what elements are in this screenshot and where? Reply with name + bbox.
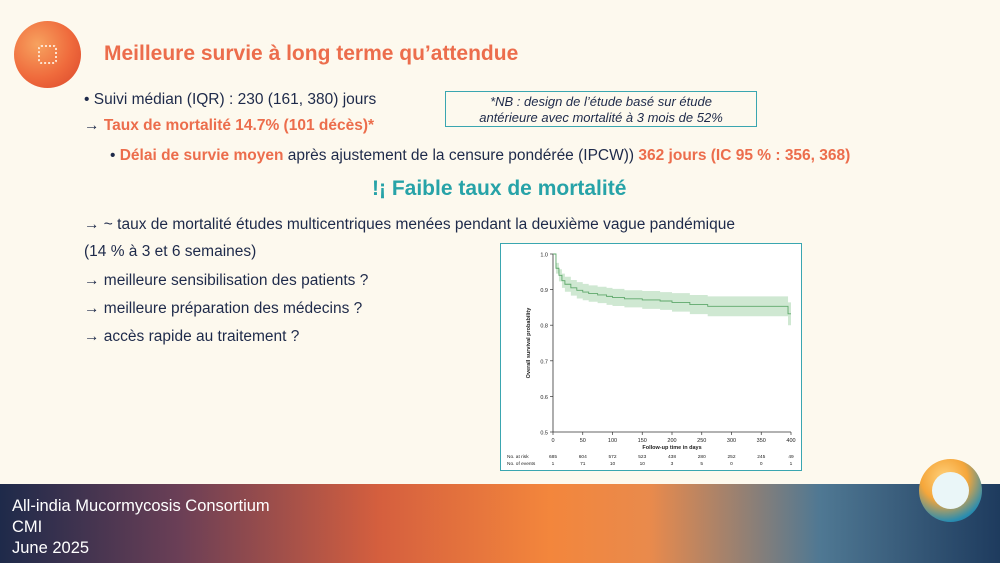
brand-logo-left bbox=[14, 21, 81, 88]
footer-journal: CMI bbox=[12, 518, 43, 536]
survival-delay-value: 362 jours (IC 95 % : 356, 368) bbox=[638, 147, 851, 164]
footer-band bbox=[0, 484, 1000, 563]
y-tick-label: 0.7 bbox=[540, 359, 548, 366]
footer-date: June 2025 bbox=[12, 539, 90, 557]
survival-chart-svg bbox=[501, 244, 801, 470]
nb-note-line2: antérieure avec mortalité à 3 mois de 52% bbox=[479, 110, 723, 125]
x-tick-label: 350 bbox=[756, 438, 766, 444]
y-tick-label: 0.5 bbox=[540, 430, 548, 437]
x-tick-label: 150 bbox=[637, 438, 647, 444]
nb-note-box bbox=[445, 91, 757, 127]
at-risk-value: 438 bbox=[667, 455, 677, 460]
survival-delay-line bbox=[110, 147, 850, 165]
point-multicentric-detail: (14 % à 3 et 6 semaines) bbox=[84, 243, 257, 260]
y-tick-label: 0.6 bbox=[540, 394, 548, 401]
mortality-rate-line bbox=[84, 117, 374, 135]
logo-square-icon bbox=[38, 45, 57, 64]
at-risk-value: 604 bbox=[578, 455, 587, 460]
events-value: 10 bbox=[609, 462, 616, 467]
y-tick-label: 0.8 bbox=[540, 323, 548, 330]
survival-delay-text: après ajustement de la censure pondérée (IPCW)) bbox=[283, 147, 639, 164]
at-risk-value: 685 bbox=[548, 455, 558, 460]
at-risk-label: No. at risk bbox=[507, 455, 529, 460]
events-value: 10 bbox=[639, 462, 645, 467]
point-physician-preparation: → meilleure préparation des médecins ? bbox=[84, 300, 363, 317]
footer-consortium: All-india Mucormycosis Consortium bbox=[12, 497, 270, 515]
x-axis-label: Follow-up time in days bbox=[642, 445, 702, 451]
events-label: No. of events bbox=[507, 462, 536, 467]
nb-note-line1: *NB : design de l’étude basé sur étude bbox=[490, 94, 712, 109]
events-value: 0 bbox=[759, 462, 763, 467]
at-risk-value: 252 bbox=[727, 455, 736, 460]
x-tick-label: 400 bbox=[786, 438, 796, 444]
events-value: 71 bbox=[580, 462, 586, 467]
point-patient-awareness: → meilleure sensibilisation des patients ? bbox=[84, 272, 369, 289]
x-tick-label: 300 bbox=[726, 438, 737, 444]
point-multicentric: → ~ taux de mortalité études multicentriques menées pendant la deuxième vague pandémique bbox=[84, 216, 735, 233]
confidence-band bbox=[553, 254, 791, 325]
events-value: 1 bbox=[551, 462, 555, 467]
bullet: • bbox=[110, 147, 120, 164]
events-value: 1 bbox=[789, 462, 793, 467]
slide-subtitle: !¡ Faible taux de mortalité bbox=[372, 177, 627, 200]
events-value: 0 bbox=[730, 462, 733, 467]
events-value: 3 bbox=[670, 462, 674, 467]
at-risk-value: 245 bbox=[757, 455, 766, 460]
arrow-icon: → bbox=[84, 117, 104, 134]
x-tick-label: 100 bbox=[607, 438, 618, 444]
at-risk-value: 523 bbox=[638, 455, 647, 460]
y-tick-label: 1.0 bbox=[540, 252, 548, 259]
x-tick-label: 0 bbox=[551, 438, 555, 444]
mortality-rate: Taux de mortalité 14.7% (101 décès)* bbox=[103, 117, 375, 134]
survival-chart bbox=[500, 243, 802, 471]
at-risk-value: 280 bbox=[697, 455, 706, 460]
x-tick-label: 250 bbox=[697, 438, 707, 444]
at-risk-value: 572 bbox=[608, 455, 617, 460]
survival-delay-label: Délai de survie moyen bbox=[119, 147, 284, 164]
slide-title: Meilleure survie à long terme qu’attendue bbox=[104, 42, 519, 65]
x-tick-label: 50 bbox=[579, 438, 586, 444]
at-risk-value: 49 bbox=[788, 455, 794, 460]
y-tick-label: 0.9 bbox=[540, 288, 548, 295]
brand-logo-right bbox=[919, 459, 982, 522]
y-axis-label: Overall survival probability bbox=[526, 307, 532, 379]
events-value: 5 bbox=[700, 462, 704, 467]
logo-mark-icon bbox=[932, 472, 969, 509]
x-tick-label: 200 bbox=[667, 438, 677, 444]
point-rapid-treatment: → accès rapide au traitement ? bbox=[84, 328, 300, 345]
median-follow-up: • Suivi médian (IQR) : 230 (161, 380) jours bbox=[84, 91, 377, 108]
